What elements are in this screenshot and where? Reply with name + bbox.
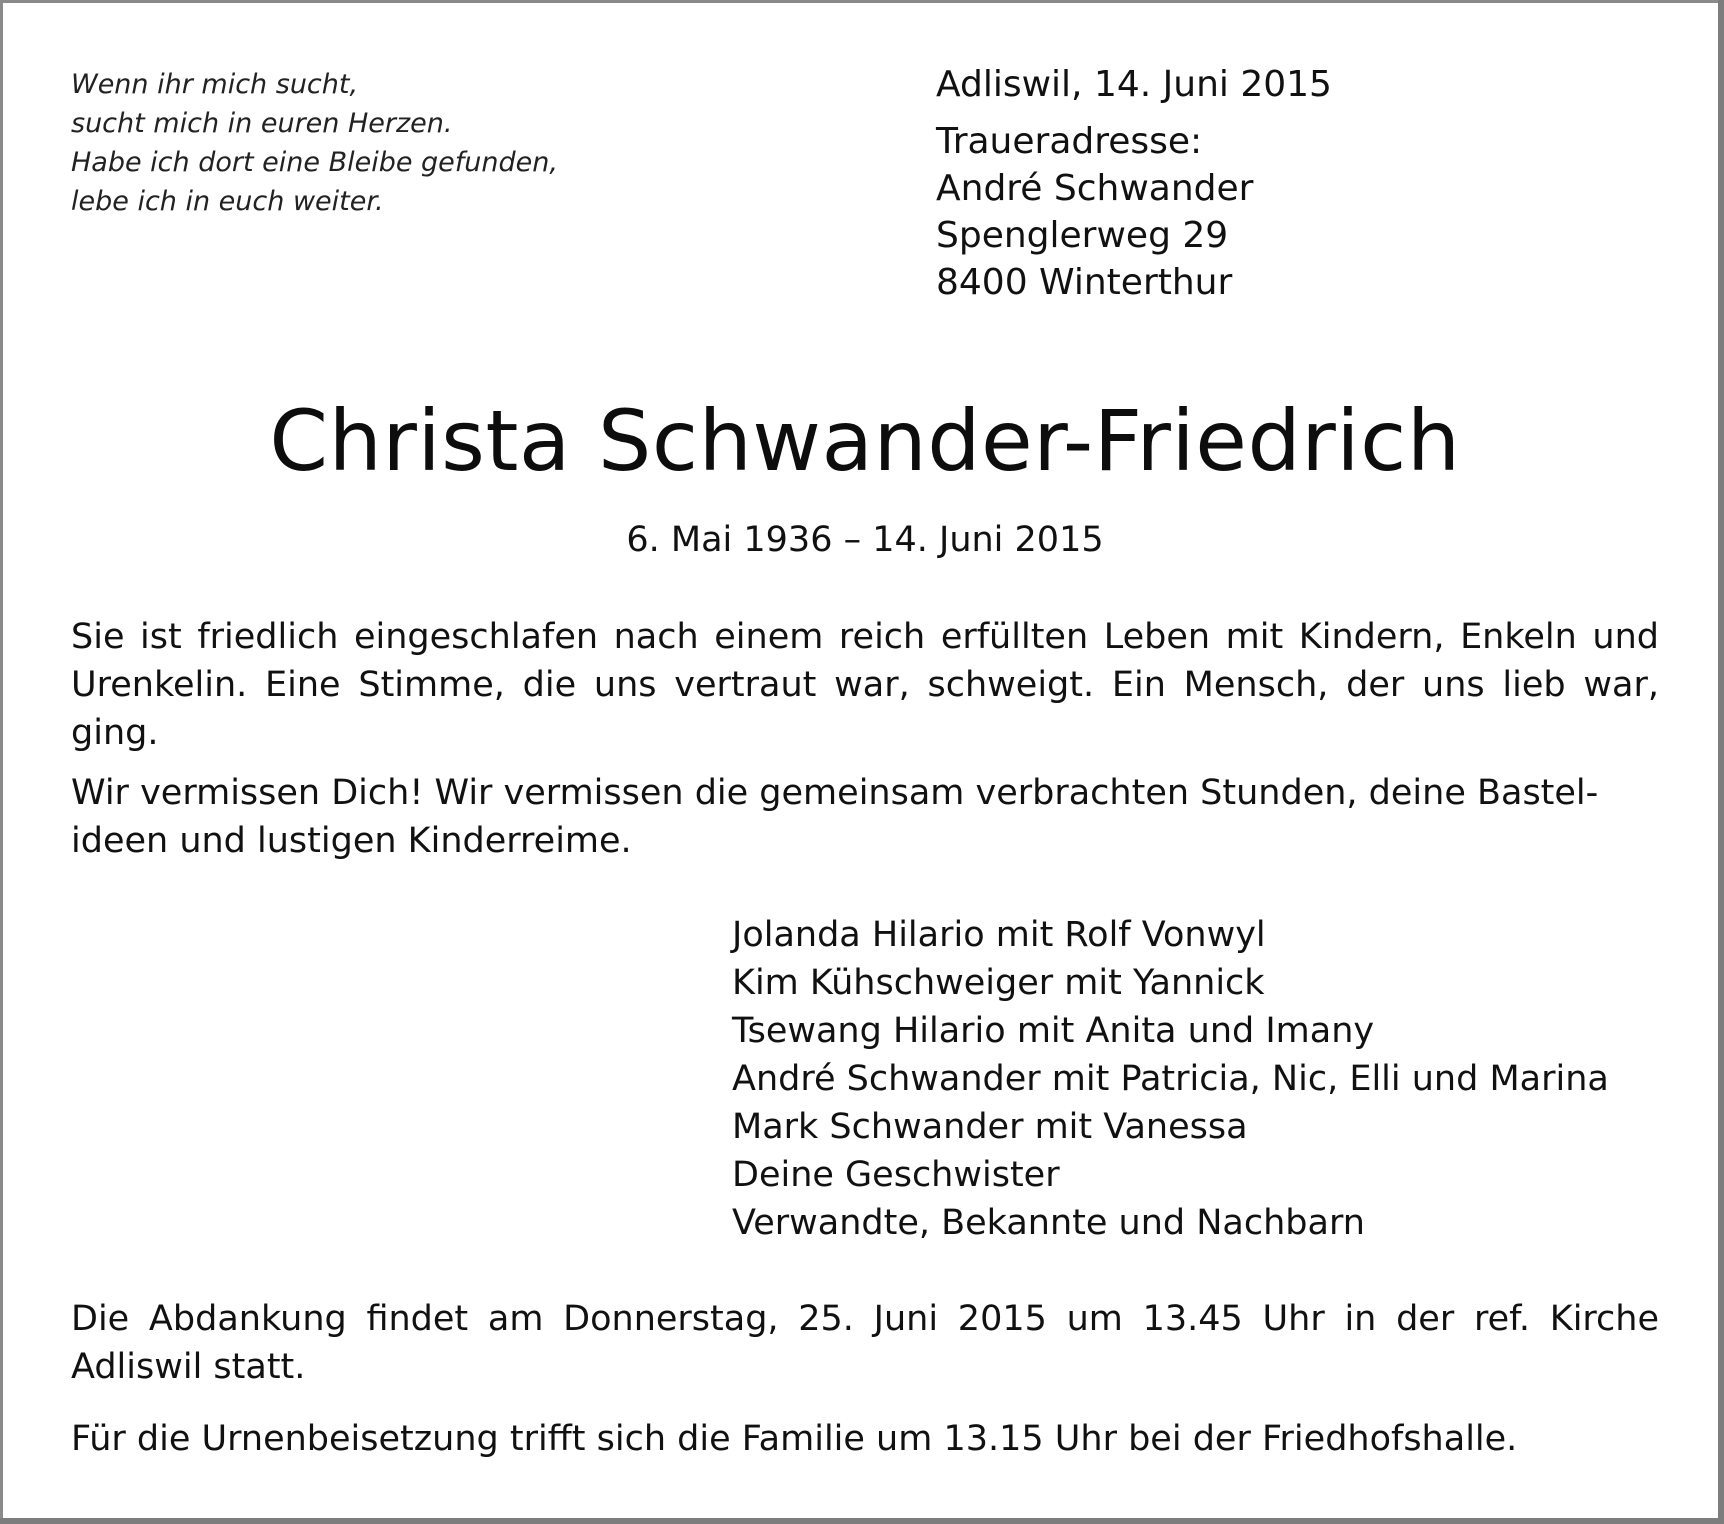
address-label: Traueradresse: bbox=[936, 121, 1203, 162]
address-street: Spenglerweg 29 bbox=[936, 215, 1229, 256]
mourner-line: Mark Schwander mit Vanessa bbox=[732, 1107, 1248, 1147]
poem-line: lebe ich in euch weiter. bbox=[71, 186, 384, 217]
poem-line: Habe ich dort eine Bleibe gefunden, bbox=[71, 147, 558, 178]
mourner-line: Tsewang Hilario mit Anita und Imany bbox=[732, 1011, 1375, 1051]
deceased-name: Christa Schwander-Friedrich bbox=[269, 392, 1461, 490]
mourner-line: Kim Kühschweiger mit Yannick bbox=[732, 963, 1265, 1003]
place-date: Adliswil, 14. Juni 2015 bbox=[936, 64, 1332, 105]
frame-shadow-bottom bbox=[0, 1518, 1724, 1524]
paragraph-service: Die Abdankung findet am Donnerstag, 25. Juni 2015 um 13.45 Uhr in der ref. Kirche Adliswil statt. bbox=[71, 1299, 1659, 1387]
mourners-list bbox=[732, 911, 1609, 1247]
mourner-line: Jolanda Hilario mit Rolf Vonwyl bbox=[732, 915, 1266, 955]
mourner-line: Deine Geschwister bbox=[732, 1155, 1060, 1195]
frame-shadow-right bbox=[1718, 0, 1724, 1524]
poem-line: Wenn ihr mich sucht, bbox=[71, 69, 359, 100]
address-name: André Schwander bbox=[936, 168, 1254, 209]
mourning-address-block bbox=[936, 61, 1332, 306]
paragraph-farewell: Sie ist friedlich eingeschlafen nach einem reich erfüllten Leben mit Kindern, Enkeln und Urenkelin. Eine Stimme, die uns vertraut war, schweigt. Ein Mensch, der uns lieb war, ging. bbox=[71, 617, 1659, 753]
poem-line: sucht mich in euren Herzen. bbox=[71, 108, 453, 139]
mourner-line: André Schwander mit Patricia, Nic, Elli und Marina bbox=[732, 1059, 1609, 1099]
poem bbox=[71, 65, 558, 221]
mourner-line: Verwandte, Bekannte und Nachbarn bbox=[732, 1203, 1365, 1243]
paragraph-missing: Wir vermissen Dich! Wir vermissen die gemeinsam verbrachten Stunden, deine Bastel- ideen und lustigen Kinderreime. bbox=[71, 773, 1599, 861]
life-dates: 6. Mai 1936 – 14. Juni 2015 bbox=[626, 520, 1104, 560]
address-city: 8400 Winterthur bbox=[936, 262, 1233, 303]
paragraph-urn-burial: Für die Urnenbeisetzung trifft sich die Familie um 13.15 Uhr bei der Friedhofshalle. bbox=[71, 1419, 1518, 1459]
